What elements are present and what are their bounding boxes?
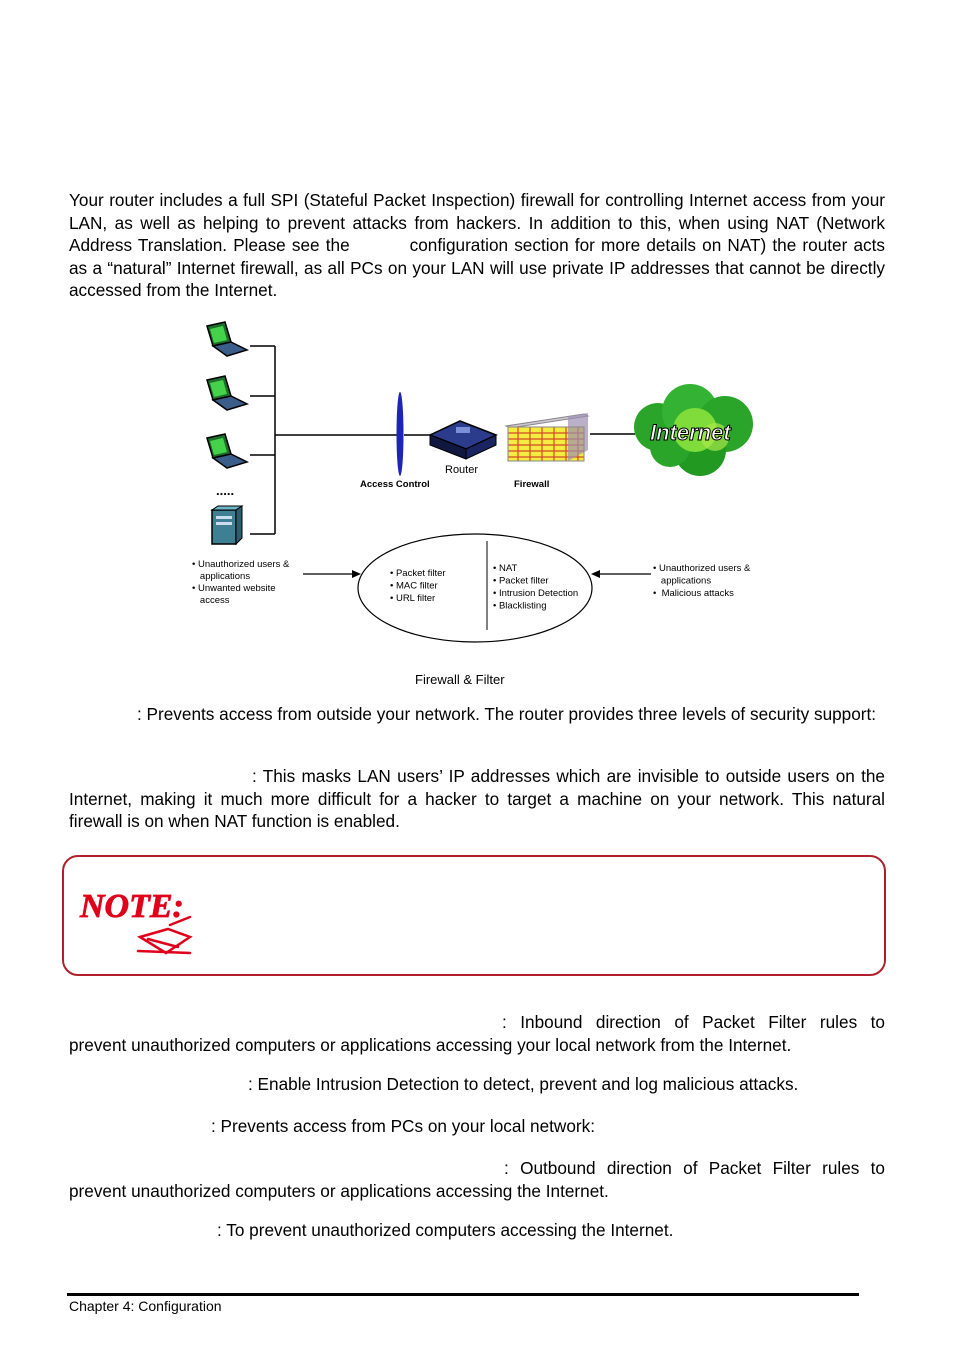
diagram-list-item: • URL filter bbox=[390, 593, 436, 604]
access-control-icon bbox=[397, 392, 404, 476]
diagram-caption: Firewall & Filter bbox=[415, 672, 505, 687]
firewall-icon bbox=[506, 413, 588, 461]
url-text: : To prevent unauthorized computers accessing the Internet. bbox=[217, 1220, 674, 1240]
access-paragraph bbox=[69, 1115, 885, 1138]
laptop-icon bbox=[207, 322, 247, 356]
intrusion-paragraph bbox=[69, 1073, 885, 1096]
outbound-paragraph bbox=[69, 1157, 885, 1202]
arrow-icon bbox=[591, 570, 651, 578]
lan-filter-list bbox=[390, 568, 446, 604]
footer-rule bbox=[67, 1293, 859, 1296]
diagram-list-item: • Unauthorized users & bbox=[653, 563, 751, 574]
right-threat-list bbox=[653, 563, 751, 599]
firewall-paragraph bbox=[69, 703, 885, 726]
diagram-list-item: • Malicious attacks bbox=[653, 588, 734, 599]
router-label: Router bbox=[445, 464, 479, 476]
footer-text: Chapter 4: Configuration bbox=[69, 1298, 222, 1314]
diagram-list-item: applications bbox=[653, 575, 712, 587]
internet-label: Internet bbox=[650, 420, 731, 445]
outbound-text: : Outbound direction of Packet Filter rules to prevent unauthorized computers or applications accessing the Internet. bbox=[69, 1158, 885, 1201]
intro-text: Your router includes a full SPI (Stateful Packet Inspection) firewall for controlling Internet access from your LAN, as well as helping to prevent attacks from hackers. In addition to this, when using NAT (Network Address Translation. Please see the bbox=[69, 190, 885, 255]
intrusion-text: : Enable Intrusion Detection to detect, prevent and log malicious attacks. bbox=[248, 1074, 799, 1094]
intro-paragraph bbox=[69, 189, 885, 302]
note-label: NOTE: bbox=[80, 888, 184, 925]
inbound-paragraph bbox=[69, 1011, 885, 1056]
diagram-list-item: • NAT bbox=[493, 563, 518, 574]
nat-text: : This masks LAN users’ IP addresses which are invisible to outside users on the Internet, making it much more difficult for a hacker to target a machine on your network. This natural firewall is on when NAT function is enabled. bbox=[69, 766, 885, 831]
diagram-list-item: • Blacklisting bbox=[493, 600, 547, 612]
nat-paragraph bbox=[69, 765, 885, 833]
firewall-diagram bbox=[180, 312, 780, 692]
arrow-icon bbox=[303, 570, 361, 578]
note-icon bbox=[78, 877, 208, 957]
diagram-list-item: access bbox=[192, 595, 230, 606]
diagram-list-item: applications bbox=[192, 571, 251, 582]
inbound-text: : Inbound direction of Packet Filter rules to prevent unauthorized computers or applications accessing your local network from the Internet. bbox=[69, 1012, 885, 1055]
intro-text-after: configuration section for more details on NAT) the router acts as a “natural” Internet firewall, as all PCs on your LAN will use private IP addresses that cannot be directly accessed from the Internet. bbox=[69, 235, 885, 300]
router-icon bbox=[430, 421, 496, 459]
diagram-list-item: • Packet filter bbox=[390, 568, 446, 579]
dots-label: ..... bbox=[216, 483, 235, 498]
access-control-label: Access Control bbox=[360, 479, 430, 490]
wan-filter-list bbox=[493, 563, 578, 612]
laptop-icon bbox=[207, 434, 247, 468]
access-text: : Prevents access from PCs on your local network: bbox=[211, 1116, 595, 1136]
diagram-list-item: • Unauthorized users & bbox=[192, 559, 290, 570]
diagram-list-item: • MAC filter bbox=[390, 580, 438, 592]
laptop-icon bbox=[207, 376, 247, 410]
server-icon bbox=[212, 506, 242, 544]
firewall-text: : Prevents access from outside your network. The router provides three levels of security support: bbox=[137, 704, 877, 724]
diagram-list-item: • Packet filter bbox=[493, 575, 549, 587]
note-box bbox=[62, 855, 886, 976]
left-threat-list bbox=[192, 559, 290, 606]
url-paragraph bbox=[69, 1219, 885, 1242]
firewall-label: Firewall bbox=[514, 479, 550, 490]
diagram-list-item: • Unwanted website bbox=[192, 583, 276, 594]
diagram-list-item: • Intrusion Detection bbox=[493, 588, 579, 599]
